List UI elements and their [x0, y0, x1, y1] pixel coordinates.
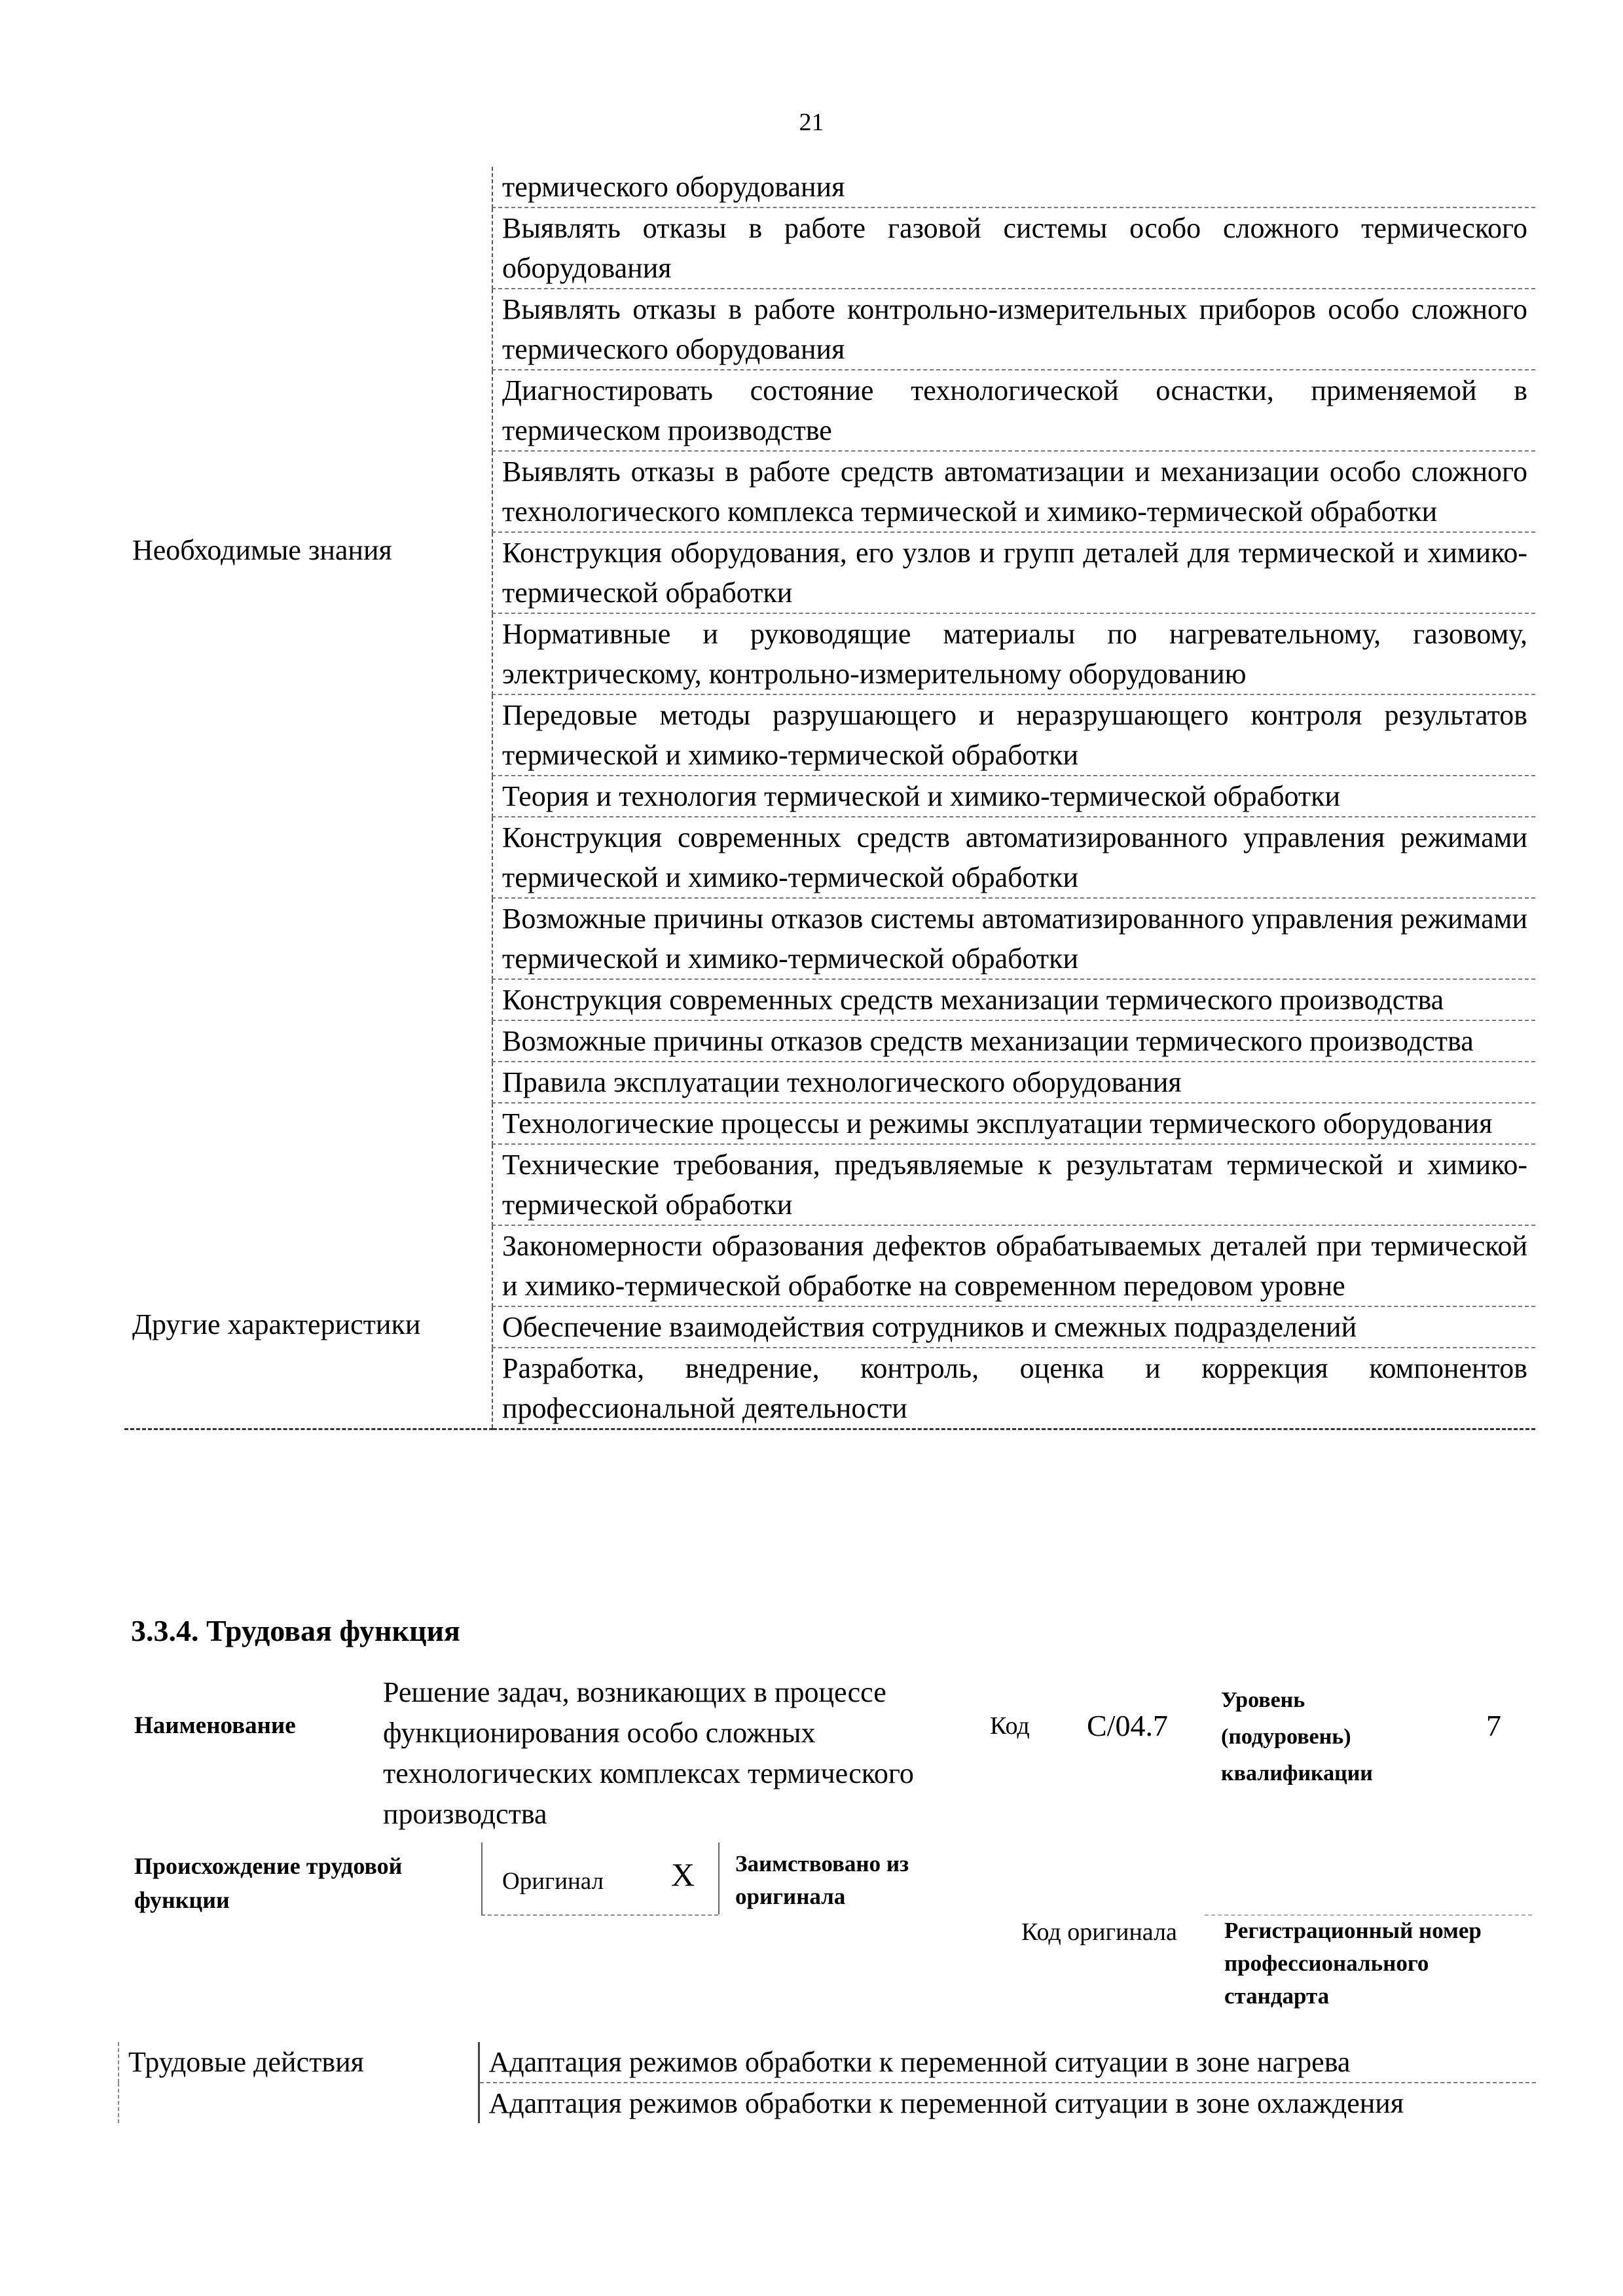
function-name: Решение задач, возникающих в процессе функционирования особо сложных технологических комплексах термического производства — [383, 1676, 914, 1830]
knowledge-item: Возможные причины отказов системы автоматизированного управления режимами термической и химико-термической обработки — [492, 898, 1535, 979]
knowledge-table — [124, 167, 1535, 1430]
page-number: 21 — [799, 109, 824, 136]
labor-actions-label: Трудовые действия — [128, 2046, 364, 2078]
knowledge-item: Передовые методы разрушающего и неразрушающего контроля результатов термической и химико-термической обработки — [492, 694, 1535, 776]
knowledge-item: Технические требования, предъявляемые к результатам термической и химико-термической обработки — [492, 1144, 1535, 1225]
reg-number-label: Регистрационный номер профессионального стандарта — [1224, 1918, 1482, 2009]
labor-action-item: Адаптация режимов обработки к переменной ситуации в зоне нагрева — [479, 2042, 1536, 2083]
origin-box — [481, 1842, 1532, 1914]
knowledge-item: Конструкция современных средств механизации термического производства — [492, 979, 1535, 1020]
knowledge-item: Теория и технология термической и химико-термической обработки — [492, 776, 1535, 817]
code-value: C/04.7 — [1087, 1709, 1168, 1742]
knowledge-item: Конструкция оборудования, его узлов и групп деталей для термической и химико-термической обработки — [492, 532, 1535, 613]
knowledge-item: Нормативные и руководящие материалы по нагревательному, газовому, электрическому, контрольно-измерительному оборудованию — [492, 613, 1535, 694]
origin-code-cell — [1205, 1842, 1532, 1916]
name-label: Наименование — [134, 1712, 296, 1739]
other-item: Обеспечение взаимодействия сотрудников и смежных подразделений — [492, 1306, 1535, 1348]
origin-borrowed-cell — [718, 1842, 942, 1914]
skill-item: термического оборудования — [492, 167, 1535, 207]
level-value: 7 — [1486, 1709, 1501, 1742]
knowledge-item: Технологические процессы и режимы эксплуатации термического оборудования — [492, 1103, 1535, 1144]
labor-actions-table — [118, 2042, 1536, 2123]
code-label: Код — [990, 1712, 1030, 1740]
origin-original: Оригинал — [502, 1868, 604, 1895]
other-label: Другие характеристики — [124, 1306, 492, 1429]
code-original-label: Код оригинала — [1021, 1918, 1177, 1946]
knowledge-item: Конструкция современных средств автоматизированного управления режимами термической и химико-термической обработки — [492, 817, 1535, 898]
section-title: 3.3.4. Трудовая функция — [131, 1614, 460, 1647]
level-label: Уровень (подуровень) квалификации — [1221, 1688, 1373, 1785]
origin-mark: X — [671, 1856, 695, 1893]
skill-item: Выявлять отказы в работе средств автоматизации и механизации особо сложного технологического комплекса термической и химико-термической обработки — [492, 451, 1535, 532]
knowledge-item: Возможные причины отказов средств механизации термического производства — [492, 1020, 1535, 1062]
skill-item: Выявлять отказы в работе газовой системы особо сложного термического оборудования — [492, 207, 1535, 289]
skill-item: Выявлять отказы в работе контрольно-измерительных приборов особо сложного термического оборудования — [492, 289, 1535, 370]
skill-item: Диагностировать состояние технологической оснастки, применяемой в термическом производстве — [492, 370, 1535, 451]
origin-label: Происхождение трудовой функции — [134, 1853, 403, 1913]
other-item: Разработка, внедрение, контроль, оценка и коррекция компонентов профессиональной деятельности — [492, 1348, 1535, 1429]
origin-borrowed: Заимствовано из оригинала — [735, 1851, 909, 1909]
knowledge-item: Закономерности образования дефектов обрабатываемых деталей при термической и химико-термической обработке на современном передовом уровне — [492, 1225, 1535, 1306]
knowledge-item: Правила эксплуатации технологического оборудования — [492, 1062, 1535, 1103]
knowledge-label: Необходимые знания — [132, 534, 392, 566]
labor-action-item: Адаптация режимов обработки к переменной ситуации в зоне охлаждения — [479, 2083, 1536, 2123]
